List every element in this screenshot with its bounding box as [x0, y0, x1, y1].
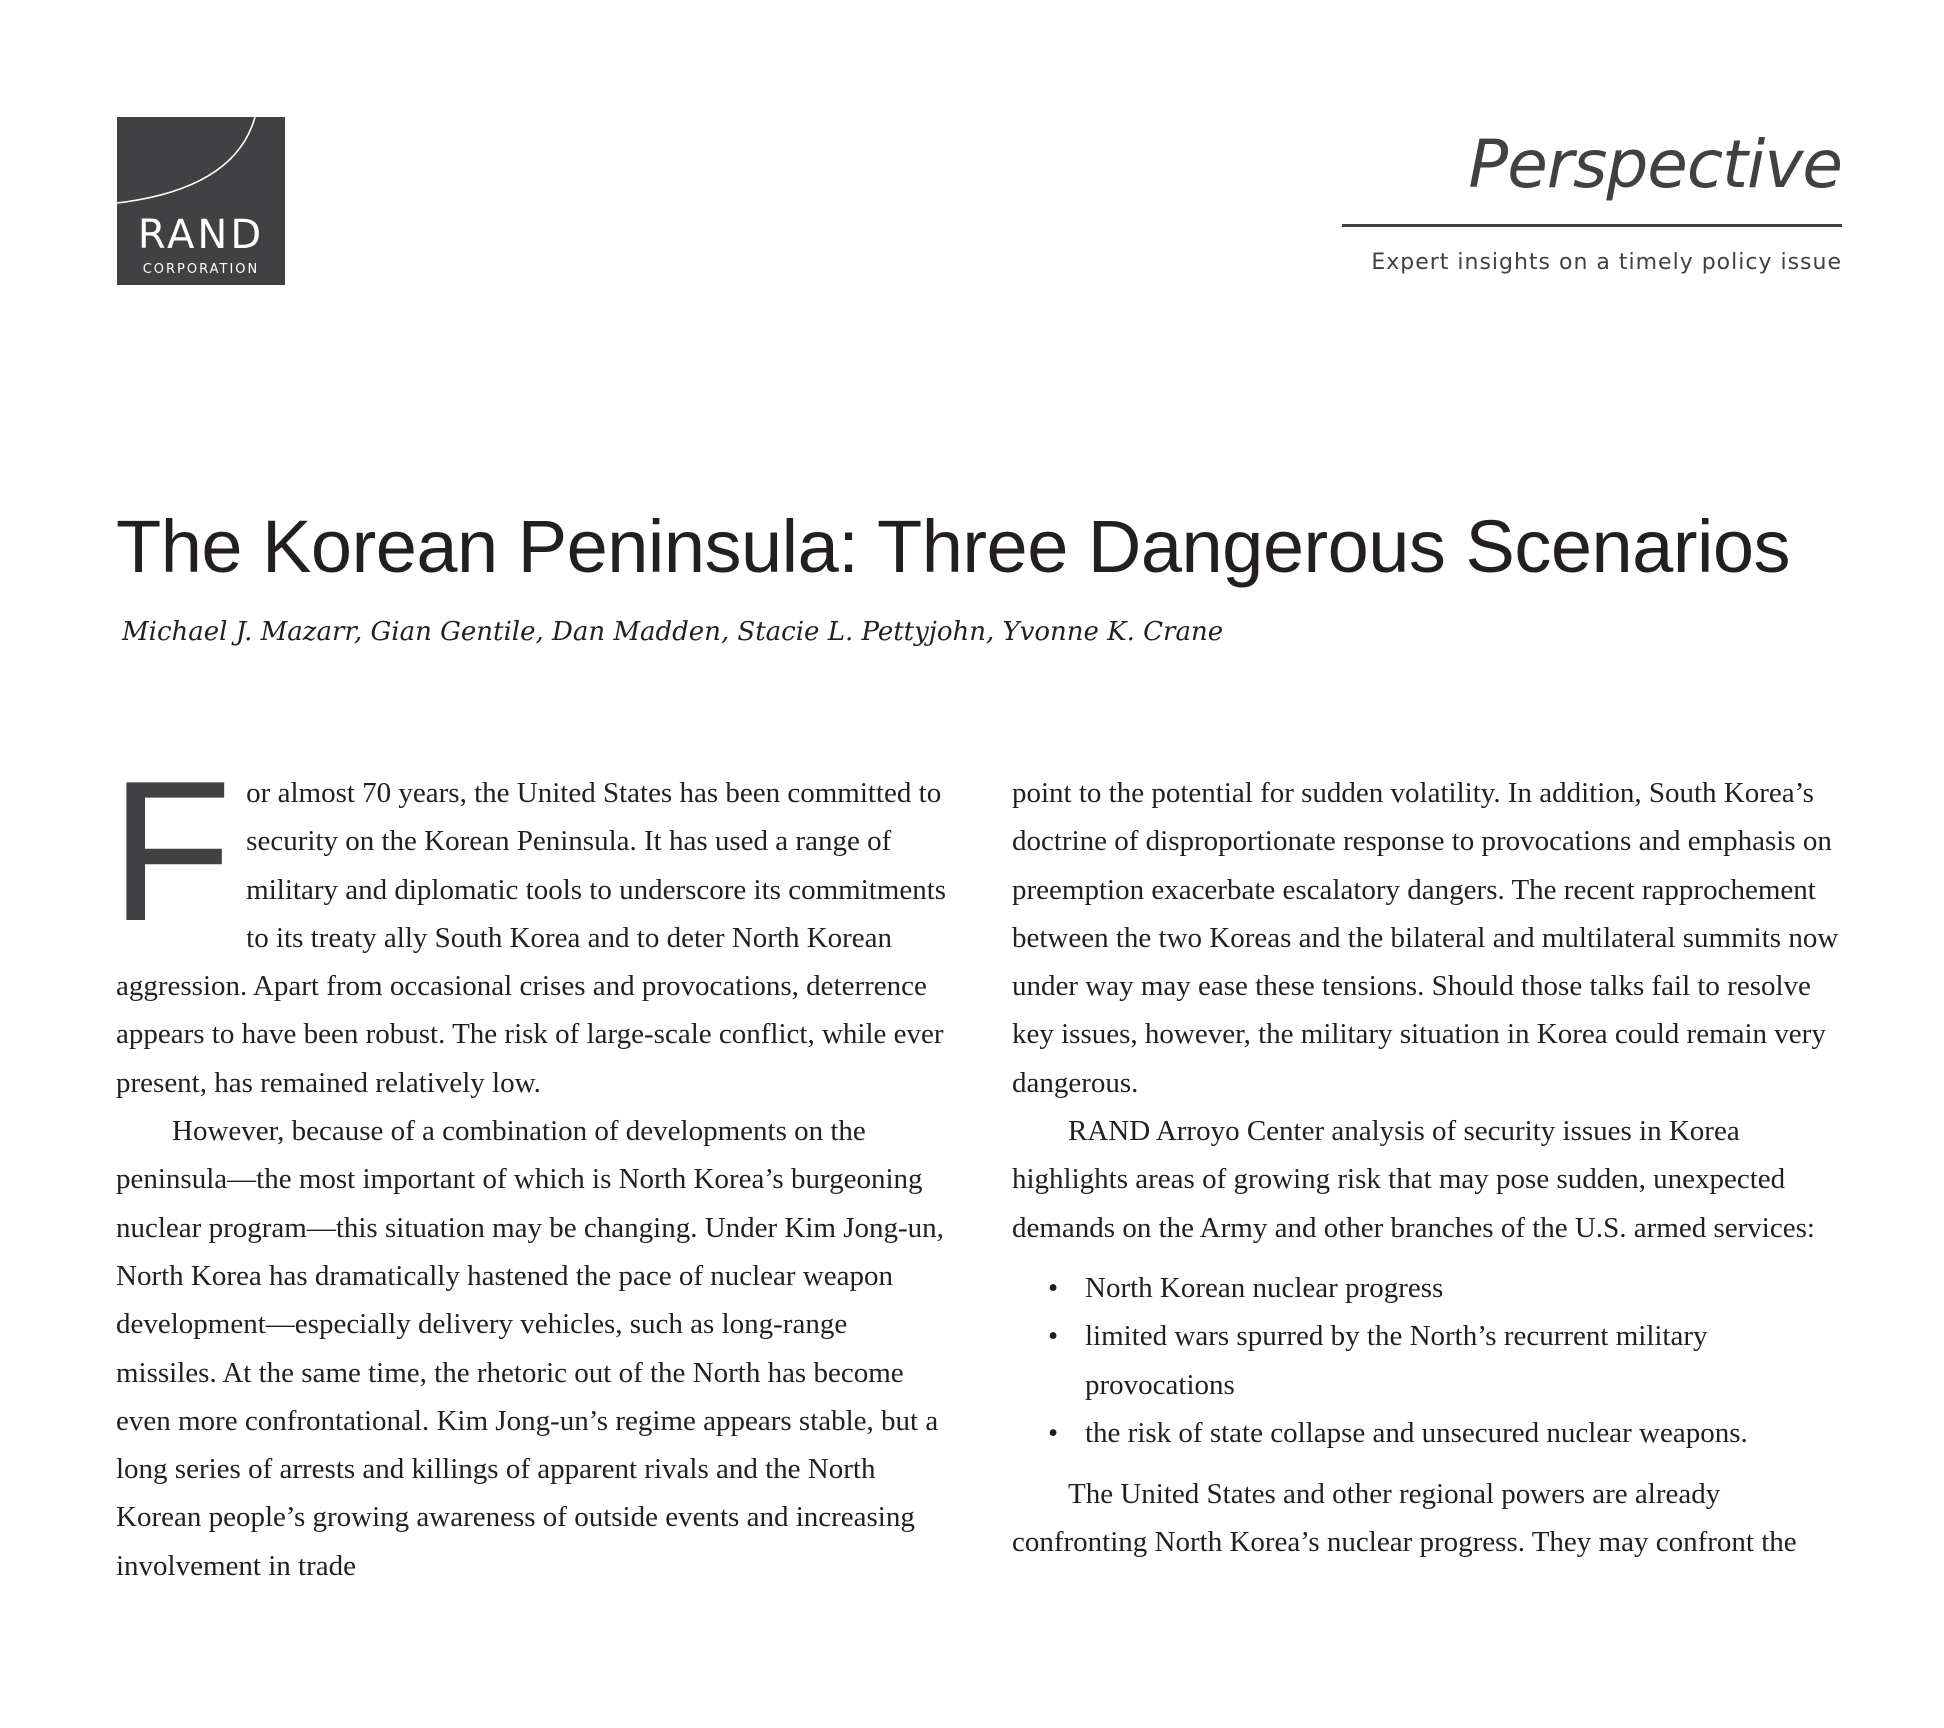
header-rule [1342, 224, 1842, 227]
logo-arc-icon [117, 117, 285, 285]
drop-cap: F [110, 740, 233, 963]
paragraph-however: However, because of a combination of developments on the peninsula—the most important of which is North Korea’s burgeoning nuclear program—this situation may be changing. Under Kim Jong-un, North Korea has dramatically hastened the pace of nuclear weapon development—especially delivery vehicles, such as long-range missiles. At the same time, the rhetoric out of the North has become even more confrontational. Kim Jong-un’s regime appears stable, but a long series of arrests and killings of apparent rivals and the North Korean people’s growing awareness of outside events and increasing involvement in trade [116, 1115, 944, 1582]
risk-list [1012, 1264, 1856, 1457]
logo-name: RAND [137, 212, 265, 258]
author-list: Michael J. Mazarr, Gian Gentile, Dan Madden, Stacie L. Pettyjohn, Yvonne K. Crane [122, 617, 1224, 647]
list-item [1012, 1264, 1856, 1312]
body-column-right [1012, 769, 1856, 1567]
paragraph-volatility: point to the potential for sudden volatility. In addition, South Korea’s doctrine of disproportionate response to provocations and emphasis on preemption exacerbate escalatory dangers. The recent rapprochement between the two Koreas and the bilateral and multilateral summits now under way may ease these tensions. Should those talks fail to resolve key issues, however, the military situation in Korea could remain very dangerous. [1012, 777, 1839, 1099]
body-column-left [110, 740, 948, 1590]
list-item [1012, 1409, 1856, 1457]
list-item-text: North Korean nuclear progress [1085, 1271, 1444, 1304]
bullet-icon: • [1048, 1271, 1059, 1304]
paragraph-intro-text: or almost 70 years, the United States has been committed to security on the Korean Peninsula. It has used a range of military and diplomatic tools to underscore its commitments to its treaty ally South Korea and to deter North Korean aggression. Apart from occasional crises and provocations, deterrence appears to have been robust. The risk of large-scale conflict, while ever present, has remained relatively low. [116, 777, 947, 1099]
bullet-icon: • [1048, 1416, 1059, 1449]
series-label: Perspective [1468, 126, 1842, 203]
list-item [1012, 1312, 1856, 1409]
paragraph-intro [110, 740, 948, 1107]
paragraph-confronting: The United States and other regional powers are already confronting North Korea’s nuclear progress. They may confront the [1012, 1478, 1797, 1559]
list-item-text: the risk of state collapse and unsecured nuclear weapons. [1085, 1416, 1748, 1449]
logo-subtitle: CORPORATION [142, 262, 260, 277]
bullet-icon: • [1048, 1320, 1059, 1353]
page-title: The Korean Peninsula: Three Dangerous Scenarios [116, 505, 1791, 588]
rand-logo [117, 117, 285, 285]
series-tagline: Expert insights on a timely policy issue [1371, 250, 1842, 275]
paragraph-arroyo: RAND Arroyo Center analysis of security issues in Korea highlights areas of growing risk that may pose sudden, unexpected demands on the Army and other branches of the U.S. armed services: [1012, 1115, 1815, 1244]
list-item-text: limited wars spurred by the North’s recurrent military provocations [1085, 1320, 1708, 1401]
